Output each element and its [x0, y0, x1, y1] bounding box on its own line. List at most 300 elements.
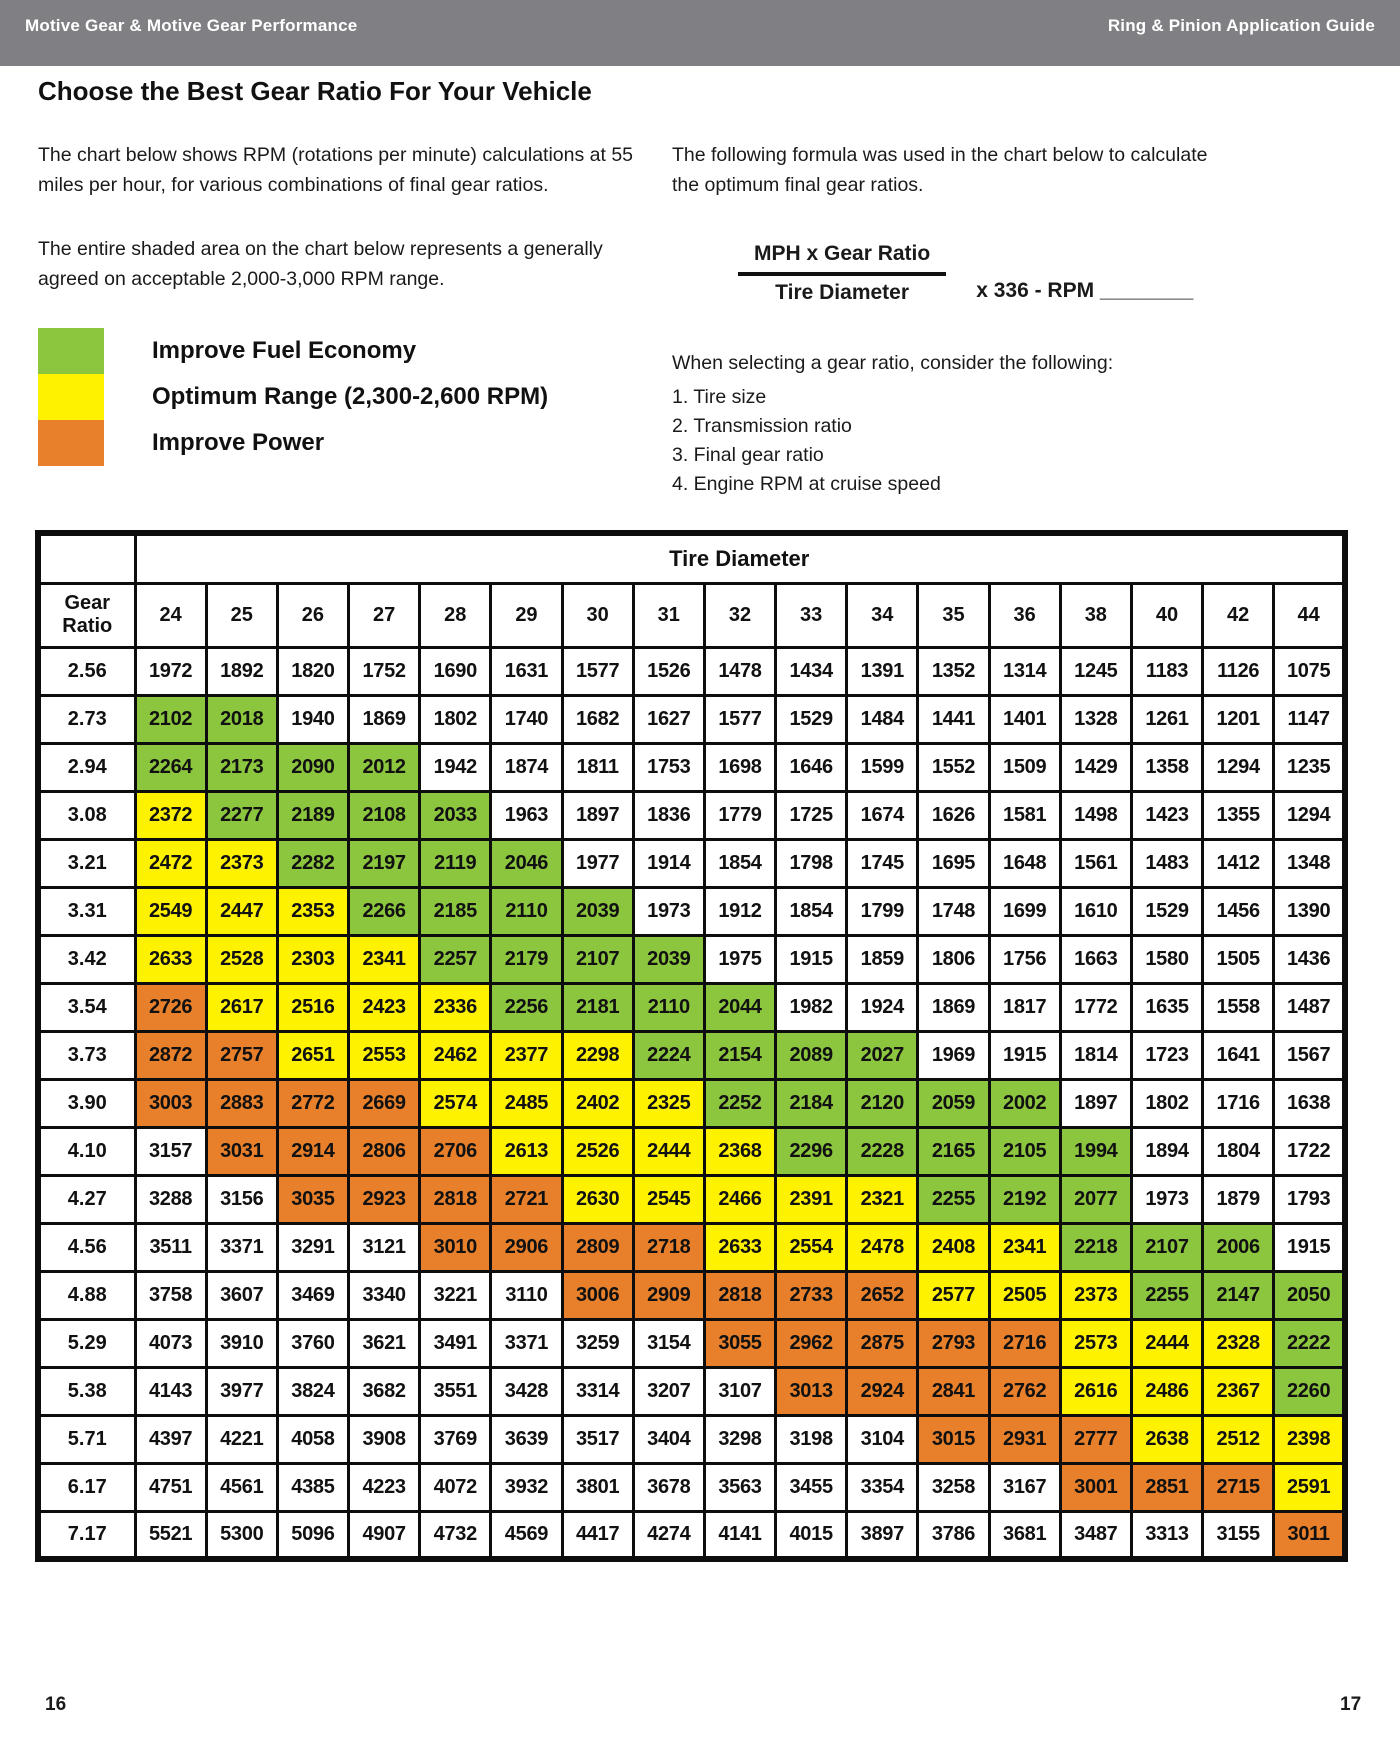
- rpm-value-cell: 3511: [135, 1223, 206, 1271]
- gear-ratio-cell: 3.42: [38, 935, 135, 983]
- rpm-value-cell: 2197: [349, 839, 420, 887]
- rpm-value-cell: 2793: [918, 1319, 989, 1367]
- rpm-value-cell: 2224: [633, 1031, 704, 1079]
- rpm-value-cell: 2806: [349, 1127, 420, 1175]
- rpm-value-cell: 4072: [420, 1463, 491, 1511]
- rpm-value-cell: 3469: [277, 1271, 348, 1319]
- rpm-value-cell: 1505: [1203, 935, 1274, 983]
- tire-size-header: 31: [633, 583, 704, 647]
- rpm-value-cell: 3156: [206, 1175, 277, 1223]
- gear-ratio-formula: [738, 242, 1193, 305]
- rpm-value-cell: 1940: [277, 695, 348, 743]
- table-row: [38, 1223, 1345, 1271]
- rpm-value-cell: 3678: [633, 1463, 704, 1511]
- rpm-value-cell: 2107: [1131, 1223, 1202, 1271]
- rpm-value-cell: 2298: [562, 1031, 633, 1079]
- rpm-value-cell: 3110: [491, 1271, 562, 1319]
- rpm-value-cell: 2512: [1203, 1415, 1274, 1463]
- rpm-value-cell: 3314: [562, 1367, 633, 1415]
- rpm-value-cell: 3006: [562, 1271, 633, 1319]
- rpm-value-cell: 2526: [562, 1127, 633, 1175]
- rpm-value-cell: 1412: [1203, 839, 1274, 887]
- page-title: Choose the Best Gear Ratio For Your Vehicle: [38, 76, 592, 106]
- rpm-value-cell: 1745: [847, 839, 918, 887]
- rpm-value-cell: 2165: [918, 1127, 989, 1175]
- tire-size-header: 44: [1274, 583, 1345, 647]
- rpm-value-cell: 3155: [1203, 1511, 1274, 1559]
- rpm-value-cell: 2398: [1274, 1415, 1345, 1463]
- rpm-value-cell: 3824: [277, 1367, 348, 1415]
- rpm-value-cell: 1912: [704, 887, 775, 935]
- rpm-value-cell: 4058: [277, 1415, 348, 1463]
- rpm-value-cell: 2012: [349, 743, 420, 791]
- rpm-value-cell: 4274: [633, 1511, 704, 1559]
- table-row: [38, 887, 1345, 935]
- rpm-value-cell: 2046: [491, 839, 562, 887]
- gear-ratio-cell: 4.10: [38, 1127, 135, 1175]
- table-row: [38, 791, 1345, 839]
- rpm-value-cell: 3428: [491, 1367, 562, 1415]
- rpm-value-cell: 1648: [989, 839, 1060, 887]
- rpm-value-cell: 1355: [1203, 791, 1274, 839]
- rpm-value-cell: 2962: [776, 1319, 847, 1367]
- header-right-title: Ring & Pinion Application Guide: [1107, 16, 1375, 35]
- formula-fraction: [738, 242, 946, 305]
- rpm-value-cell: 2757: [206, 1031, 277, 1079]
- formula-numerator: MPH x Gear Ratio: [738, 242, 946, 276]
- rpm-value-cell: 2553: [349, 1031, 420, 1079]
- corner-empty-cell: [38, 533, 135, 583]
- tire-size-header: 36: [989, 583, 1060, 647]
- rpm-value-cell: 2447: [206, 887, 277, 935]
- rpm-value-cell: 1699: [989, 887, 1060, 935]
- tire-size-header: 32: [704, 583, 775, 647]
- rpm-value-cell: 2554: [776, 1223, 847, 1271]
- rpm-value-cell: 3291: [277, 1223, 348, 1271]
- table-row: [38, 1175, 1345, 1223]
- rpm-value-cell: 1358: [1131, 743, 1202, 791]
- rpm-value-cell: 1772: [1060, 983, 1131, 1031]
- rpm-value-cell: 2772: [277, 1079, 348, 1127]
- gear-ratio-cell: 2.73: [38, 695, 135, 743]
- page-number-left: 16: [45, 1694, 67, 1715]
- rpm-value-cell: 2516: [277, 983, 348, 1031]
- rpm-value-cell: 1429: [1060, 743, 1131, 791]
- rpm-value-cell: 1314: [989, 647, 1060, 695]
- rpm-value-cell: 2090: [277, 743, 348, 791]
- rpm-value-cell: 1915: [1274, 1223, 1345, 1271]
- rpm-value-cell: 4143: [135, 1367, 206, 1415]
- formula-intro-paragraph: The following formula was used in the chart below to calculate the optimum final gear ratios.: [672, 144, 1208, 197]
- rpm-value-cell: 1484: [847, 695, 918, 743]
- rpm-value-cell: 2222: [1274, 1319, 1345, 1367]
- rpm-value-cell: 2485: [491, 1079, 562, 1127]
- rpm-value-cell: 2466: [704, 1175, 775, 1223]
- header-bar: [0, 0, 1400, 66]
- rpm-value-cell: 2733: [776, 1271, 847, 1319]
- rpm-value-cell: 3551: [420, 1367, 491, 1415]
- rpm-value-cell: 2181: [562, 983, 633, 1031]
- rpm-value-cell: 1806: [918, 935, 989, 983]
- rpm-value-cell: 3517: [562, 1415, 633, 1463]
- rpm-value-cell: 1638: [1274, 1079, 1345, 1127]
- rpm-value-cell: 2325: [633, 1079, 704, 1127]
- rpm-value-cell: 4385: [277, 1463, 348, 1511]
- rpm-value-cell: 2875: [847, 1319, 918, 1367]
- rpm-value-cell: 4907: [349, 1511, 420, 1559]
- orange-swatch: [38, 420, 104, 466]
- rpm-value-cell: 2377: [491, 1031, 562, 1079]
- rpm-value-cell: 3259: [562, 1319, 633, 1367]
- gear-ratio-cell: 4.27: [38, 1175, 135, 1223]
- rpm-value-cell: 1635: [1131, 983, 1202, 1031]
- rpm-value-cell: 3977: [206, 1367, 277, 1415]
- table-row: [38, 695, 1345, 743]
- rpm-value-cell: 3404: [633, 1415, 704, 1463]
- legend-label: Improve Power: [152, 429, 325, 456]
- intro-paragraph-1: The chart below shows RPM (rotations per minute) calculations at 55 miles per hour, for various combinations of final gear ratios.: [38, 144, 634, 197]
- gear-ratio-cell: 2.94: [38, 743, 135, 791]
- considerations-list: [672, 352, 1232, 499]
- rpm-value-cell: 1798: [776, 839, 847, 887]
- rpm-value-cell: 3107: [704, 1367, 775, 1415]
- rpm-value-cell: 1915: [989, 1031, 1060, 1079]
- rpm-value-cell: 2006: [1203, 1223, 1274, 1271]
- table-row: [38, 1031, 1345, 1079]
- header-left-title: Motive Gear & Motive Gear Performance: [25, 16, 358, 35]
- table-row: [38, 1415, 1345, 1463]
- rpm-value-cell: 2033: [420, 791, 491, 839]
- page-number-right: 17: [1340, 1694, 1362, 1715]
- rpm-value-cell: 1641: [1203, 1031, 1274, 1079]
- rpm-value-cell: 2192: [989, 1175, 1060, 1223]
- rpm-value-cell: 2391: [776, 1175, 847, 1223]
- rpm-value-cell: 1779: [704, 791, 775, 839]
- rpm-value-cell: 1972: [135, 647, 206, 695]
- rpm-value-cell: 2002: [989, 1079, 1060, 1127]
- rpm-value-cell: 1348: [1274, 839, 1345, 887]
- rpm-value-cell: 2402: [562, 1079, 633, 1127]
- rpm-value-cell: 2336: [420, 983, 491, 1031]
- rpm-value-cell: 2154: [704, 1031, 775, 1079]
- rpm-value-cell: 3908: [349, 1415, 420, 1463]
- rpm-value-cell: 3035: [277, 1175, 348, 1223]
- rpm-value-cell: 3198: [776, 1415, 847, 1463]
- rpm-value-cell: 1626: [918, 791, 989, 839]
- rpm-value-cell: 1456: [1203, 887, 1274, 935]
- formula-denominator: Tire Diameter: [775, 281, 910, 304]
- rpm-value-cell: 2909: [633, 1271, 704, 1319]
- rpm-value-cell: 2486: [1131, 1367, 1202, 1415]
- rpm-value-cell: 5521: [135, 1511, 206, 1559]
- rpm-value-cell: 1722: [1274, 1127, 1345, 1175]
- rpm-value-cell: 4397: [135, 1415, 206, 1463]
- rpm-value-cell: 2669: [349, 1079, 420, 1127]
- rpm-value-cell: 1434: [776, 647, 847, 695]
- table-row: [38, 1271, 1345, 1319]
- table-row: [38, 1319, 1345, 1367]
- rpm-value-cell: 3154: [633, 1319, 704, 1367]
- gear-ratio-cell: 6.17: [38, 1463, 135, 1511]
- rpm-value-cell: 1723: [1131, 1031, 1202, 1079]
- rpm-value-cell: 2077: [1060, 1175, 1131, 1223]
- rpm-value-cell: 2883: [206, 1079, 277, 1127]
- rpm-value-cell: 2373: [206, 839, 277, 887]
- rpm-value-cell: 1663: [1060, 935, 1131, 983]
- rpm-value-cell: 1577: [562, 647, 633, 695]
- rpm-value-cell: 1674: [847, 791, 918, 839]
- rpm-value-cell: 2478: [847, 1223, 918, 1271]
- rpm-value-cell: 2373: [1060, 1271, 1131, 1319]
- rpm-value-cell: 2762: [989, 1367, 1060, 1415]
- rpm-value-cell: 5300: [206, 1511, 277, 1559]
- rpm-value-cell: 1261: [1131, 695, 1202, 743]
- rpm-value-cell: 2809: [562, 1223, 633, 1271]
- rpm-value-cell: 1558: [1203, 983, 1274, 1031]
- rpm-value-cell: 1294: [1203, 743, 1274, 791]
- rpm-value-cell: 2906: [491, 1223, 562, 1271]
- rpm-value-cell: 3167: [989, 1463, 1060, 1511]
- tire-size-header: 33: [776, 583, 847, 647]
- rpm-value-cell: 1075: [1274, 647, 1345, 695]
- rpm-value-cell: 1869: [918, 983, 989, 1031]
- rpm-value-cell: 3104: [847, 1415, 918, 1463]
- rpm-value-cell: 2818: [420, 1175, 491, 1223]
- rpm-value-cell: 1294: [1274, 791, 1345, 839]
- rpm-value-cell: 2372: [135, 791, 206, 839]
- rpm-value-cell: 2296: [776, 1127, 847, 1175]
- gear-ratio-cell: 3.73: [38, 1031, 135, 1079]
- tire-diameter-header: Tire Diameter: [135, 533, 1345, 583]
- rpm-value-cell: 2652: [847, 1271, 918, 1319]
- rpm-value-cell: 3682: [349, 1367, 420, 1415]
- rpm-value-cell: 2102: [135, 695, 206, 743]
- rpm-value-cell: 1529: [1131, 887, 1202, 935]
- tire-size-header: 27: [349, 583, 420, 647]
- rpm-value-cell: 3121: [349, 1223, 420, 1271]
- table-row: [38, 647, 1345, 695]
- rpm-value-cell: 2549: [135, 887, 206, 935]
- rpm-value-cell: 2185: [420, 887, 491, 935]
- rpm-value-cell: 2444: [633, 1127, 704, 1175]
- rpm-value-cell: 1752: [349, 647, 420, 695]
- gear-ratio-cell: 5.38: [38, 1367, 135, 1415]
- rpm-value-cell: 1854: [704, 839, 775, 887]
- rpm-value-cell: 2328: [1203, 1319, 1274, 1367]
- rpm-value-cell: 2341: [989, 1223, 1060, 1271]
- green-swatch: [38, 328, 104, 374]
- rpm-value-cell: 3001: [1060, 1463, 1131, 1511]
- rpm-value-cell: 1869: [349, 695, 420, 743]
- gear-ratio-cell: 3.21: [38, 839, 135, 887]
- rpm-value-cell: 2923: [349, 1175, 420, 1223]
- gear-ratio-cell: 5.29: [38, 1319, 135, 1367]
- rpm-value-cell: 2818: [704, 1271, 775, 1319]
- rpm-value-cell: 2573: [1060, 1319, 1131, 1367]
- rpm-value-cell: 4561: [206, 1463, 277, 1511]
- rpm-value-cell: 1529: [776, 695, 847, 743]
- rpm-value-cell: 1483: [1131, 839, 1202, 887]
- rpm-value-cell: 3607: [206, 1271, 277, 1319]
- rpm-value-cell: 2321: [847, 1175, 918, 1223]
- rpm-value-cell: 3258: [918, 1463, 989, 1511]
- rpm-value-cell: 2638: [1131, 1415, 1202, 1463]
- rpm-value-cell: 1859: [847, 935, 918, 983]
- rpm-value-cell: 1423: [1131, 791, 1202, 839]
- rpm-value-cell: 2777: [1060, 1415, 1131, 1463]
- tire-size-header: 29: [491, 583, 562, 647]
- rpm-value-cell: 1915: [776, 935, 847, 983]
- rpm-value-cell: 2462: [420, 1031, 491, 1079]
- table-row: [38, 1367, 1345, 1415]
- table-row: [38, 983, 1345, 1031]
- rpm-value-cell: 1390: [1274, 887, 1345, 935]
- rpm-value-cell: 2218: [1060, 1223, 1131, 1271]
- rpm-value-cell: 2633: [135, 935, 206, 983]
- rpm-value-cell: 2616: [1060, 1367, 1131, 1415]
- rpm-value-cell: 3340: [349, 1271, 420, 1319]
- gear-ratio-cell: 3.31: [38, 887, 135, 935]
- rpm-value-cell: 1756: [989, 935, 1060, 983]
- table-row: [38, 935, 1345, 983]
- gear-ratio-cell: 4.88: [38, 1271, 135, 1319]
- formula-suffix: x 336 - RPM ________: [976, 279, 1194, 302]
- rpm-value-cell: 1581: [989, 791, 1060, 839]
- rpm-value-cell: 1561: [1060, 839, 1131, 887]
- rpm-value-cell: 1897: [562, 791, 633, 839]
- rpm-value-cell: 2718: [633, 1223, 704, 1271]
- rpm-value-cell: 1567: [1274, 1031, 1345, 1079]
- rpm-value-cell: 2423: [349, 983, 420, 1031]
- rpm-value-cell: 1526: [633, 647, 704, 695]
- rpm-value-cell: 1391: [847, 647, 918, 695]
- rpm-value-cell: 3031: [206, 1127, 277, 1175]
- rpm-value-cell: 3932: [491, 1463, 562, 1511]
- yellow-swatch: [38, 374, 104, 420]
- rpm-value-cell: 2189: [277, 791, 348, 839]
- gear-ratio-header: Gear Ratio: [38, 583, 135, 647]
- rpm-value-cell: 3288: [135, 1175, 206, 1223]
- rpm-value-cell: 2574: [420, 1079, 491, 1127]
- rpm-value-cell: 1509: [989, 743, 1060, 791]
- rpm-value-cell: 1235: [1274, 743, 1345, 791]
- rpm-value-cell: 2105: [989, 1127, 1060, 1175]
- rpm-value-cell: 2266: [349, 887, 420, 935]
- rpm-value-cell: 2505: [989, 1271, 1060, 1319]
- rpm-value-cell: 2651: [277, 1031, 348, 1079]
- rpm-value-cell: 2260: [1274, 1367, 1345, 1415]
- rpm-value-cell: 2706: [420, 1127, 491, 1175]
- rpm-value-cell: 1897: [1060, 1079, 1131, 1127]
- rpm-value-cell: 1982: [776, 983, 847, 1031]
- rpm-value-cell: 2039: [562, 887, 633, 935]
- rpm-value-cell: 1552: [918, 743, 989, 791]
- rpm-value-cell: 1802: [420, 695, 491, 743]
- rpm-value-cell: 3801: [562, 1463, 633, 1511]
- rpm-value-cell: 1646: [776, 743, 847, 791]
- rpm-value-cell: 2282: [277, 839, 348, 887]
- rpm-value-cell: 1401: [989, 695, 1060, 743]
- rpm-value-cell: 2256: [491, 983, 562, 1031]
- rpm-value-cell: 2110: [491, 887, 562, 935]
- color-legend: [38, 328, 548, 466]
- rpm-value-cell: 2255: [1131, 1271, 1202, 1319]
- intro-paragraph-2: The entire shaded area on the chart below represents a generally agreed on acceptable 2,000-3,000 RPM range.: [38, 238, 603, 291]
- rpm-value-cell: 1695: [918, 839, 989, 887]
- rpm-value-cell: 2257: [420, 935, 491, 983]
- table-row: [38, 1079, 1345, 1127]
- gear-ratio-cell: 7.17: [38, 1511, 135, 1559]
- rpm-value-cell: 3354: [847, 1463, 918, 1511]
- rpm-value-cell: 1973: [633, 887, 704, 935]
- rpm-value-cell: 2120: [847, 1079, 918, 1127]
- rpm-value-cell: 2184: [776, 1079, 847, 1127]
- rpm-value-cell: 4073: [135, 1319, 206, 1367]
- rpm-value-cell: 1245: [1060, 647, 1131, 695]
- gear-ratio-cell: 4.56: [38, 1223, 135, 1271]
- rpm-value-cell: 2147: [1203, 1271, 1274, 1319]
- rpm-value-cell: 1963: [491, 791, 562, 839]
- rpm-value-cell: 5096: [277, 1511, 348, 1559]
- legend-row-improve-power: [38, 420, 548, 466]
- gear-ratio-cell: 5.71: [38, 1415, 135, 1463]
- rpm-value-cell: 1804: [1203, 1127, 1274, 1175]
- rpm-value-cell: 3487: [1060, 1511, 1131, 1559]
- rpm-value-cell: 2368: [704, 1127, 775, 1175]
- legend-row-optimum-range: [38, 374, 548, 420]
- rpm-value-cell: 2630: [562, 1175, 633, 1223]
- tire-size-header: 38: [1060, 583, 1131, 647]
- consideration-item-2: 2. Transmission ratio: [672, 415, 852, 437]
- rpm-value-cell: 2027: [847, 1031, 918, 1079]
- rpm-value-cell: 1924: [847, 983, 918, 1031]
- table-row: [38, 1463, 1345, 1511]
- rpm-value-cell: 2545: [633, 1175, 704, 1223]
- rpm-value-cell: 2613: [491, 1127, 562, 1175]
- consideration-item-1: 1. Tire size: [672, 386, 767, 408]
- rpm-value-cell: 2108: [349, 791, 420, 839]
- rpm-value-cell: 2119: [420, 839, 491, 887]
- rpm-value-cell: 3760: [277, 1319, 348, 1367]
- rpm-value-cell: 3010: [420, 1223, 491, 1271]
- rpm-value-cell: 3055: [704, 1319, 775, 1367]
- rpm-value-cell: 1817: [989, 983, 1060, 1031]
- rpm-value-cell: 2089: [776, 1031, 847, 1079]
- rpm-value-cell: 2716: [989, 1319, 1060, 1367]
- rpm-value-cell: 1854: [776, 887, 847, 935]
- rpm-value-cell: 1799: [847, 887, 918, 935]
- rpm-value-cell: 3013: [776, 1367, 847, 1415]
- rpm-value-cell: 2050: [1274, 1271, 1345, 1319]
- rpm-value-cell: 1441: [918, 695, 989, 743]
- rpm-value-cell: 2353: [277, 887, 348, 935]
- rpm-value-cell: 1892: [206, 647, 277, 695]
- rpm-value-cell: 4141: [704, 1511, 775, 1559]
- rpm-value-cell: 3207: [633, 1367, 704, 1415]
- legend-row-fuel-economy: [38, 328, 548, 374]
- rpm-value-cell: 2228: [847, 1127, 918, 1175]
- gear-ratio-cell: 3.54: [38, 983, 135, 1031]
- rpm-value-cell: 3769: [420, 1415, 491, 1463]
- rpm-value-cell: 1802: [1131, 1079, 1202, 1127]
- rpm-value-cell: 2841: [918, 1367, 989, 1415]
- rpm-value-cell: 2341: [349, 935, 420, 983]
- rpm-value-cell: 2851: [1131, 1463, 1202, 1511]
- rpm-value-cell: 1814: [1060, 1031, 1131, 1079]
- rpm-value-cell: 1753: [633, 743, 704, 791]
- rpm-value-cell: 1498: [1060, 791, 1131, 839]
- considerations-title: When selecting a gear ratio, consider the following:: [672, 352, 1114, 374]
